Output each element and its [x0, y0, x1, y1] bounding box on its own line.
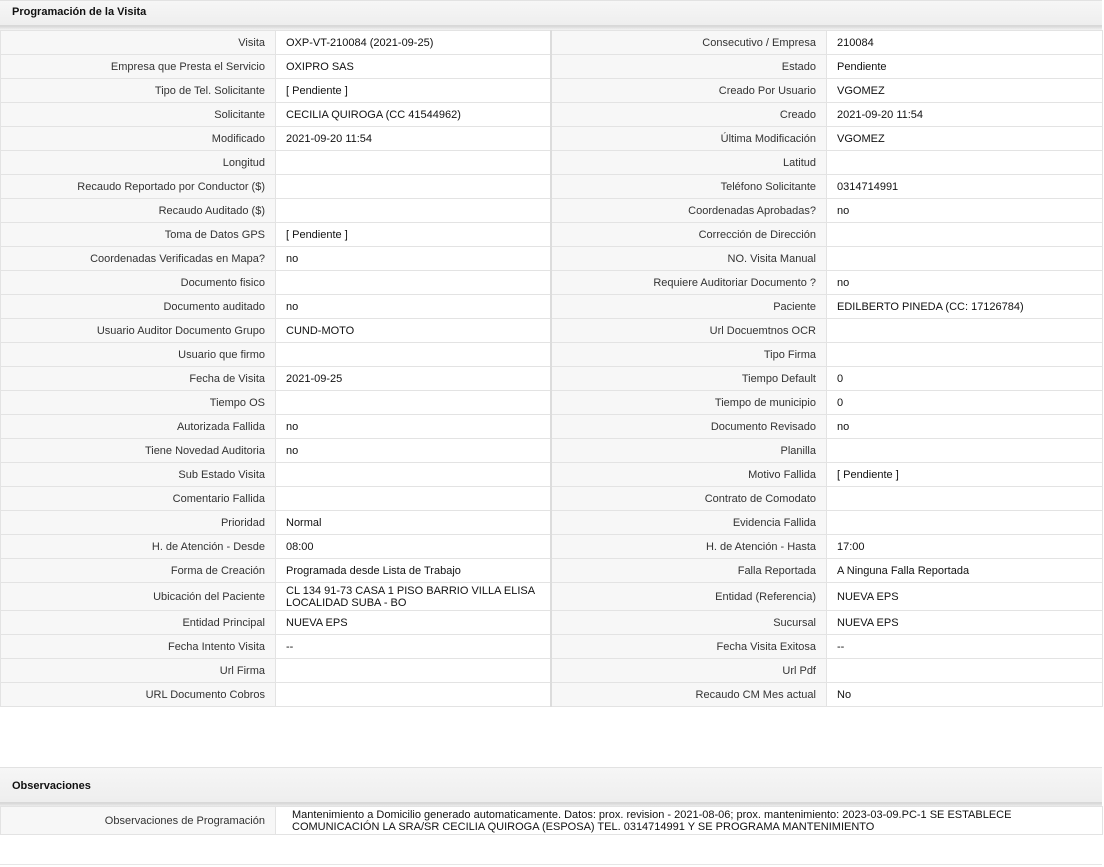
field-label: Usuario que firmo: [1, 343, 276, 367]
detail-row: [1, 487, 1103, 511]
field-value: [827, 487, 1103, 511]
field-label: Evidencia Fallida: [551, 511, 827, 535]
detail-row: [1, 127, 1103, 151]
detail-row: [1, 511, 1103, 535]
field-value: [276, 487, 551, 511]
field-value: 0: [827, 391, 1103, 415]
detail-row: [1, 247, 1103, 271]
field-value: Programada desde Lista de Trabajo: [276, 559, 551, 583]
detail-row: [1, 175, 1103, 199]
observaciones-label: Observaciones de Programación: [1, 807, 276, 835]
detail-row: [1, 463, 1103, 487]
detail-row: [1, 199, 1103, 223]
field-label: Latitud: [551, 151, 827, 175]
detail-row: [1, 31, 1103, 55]
detail-row: [1, 319, 1103, 343]
detail-row: [1, 343, 1103, 367]
field-label: Forma de Creación: [1, 559, 276, 583]
field-label: Longitud: [1, 151, 276, 175]
detail-row: [1, 55, 1103, 79]
detail-row: [1, 295, 1103, 319]
field-label: NO. Visita Manual: [551, 247, 827, 271]
field-label: Motivo Fallida: [551, 463, 827, 487]
field-label: Autorizada Fallida: [1, 415, 276, 439]
field-value: no: [827, 415, 1103, 439]
field-label: Requiere Auditoriar Documento ?: [551, 271, 827, 295]
field-label: Recaudo Auditado ($): [1, 199, 276, 223]
field-label: Fecha Visita Exitosa: [551, 635, 827, 659]
detail-row: [1, 79, 1103, 103]
detail-row: [1, 611, 1103, 635]
field-value: NUEVA EPS: [827, 583, 1103, 611]
field-label: Sub Estado Visita: [1, 463, 276, 487]
field-label: Documento auditado: [1, 295, 276, 319]
field-value: 17:00: [827, 535, 1103, 559]
field-label: Última Modificación: [551, 127, 827, 151]
field-label: Solicitante: [1, 103, 276, 127]
field-label: Sucursal: [551, 611, 827, 635]
field-value: [276, 151, 551, 175]
field-value: --: [827, 635, 1103, 659]
field-value: [827, 343, 1103, 367]
detail-row: [1, 103, 1103, 127]
field-label: Entidad (Referencia): [551, 583, 827, 611]
field-value: NUEVA EPS: [276, 611, 551, 635]
field-value: [276, 343, 551, 367]
divider: [0, 864, 1102, 865]
field-value: [276, 683, 551, 707]
field-value: CUND-MOTO: [276, 319, 551, 343]
field-label: Entidad Principal: [1, 611, 276, 635]
field-label: Coordenadas Aprobadas?: [551, 199, 827, 223]
field-value: [827, 319, 1103, 343]
field-value: [276, 463, 551, 487]
field-value: [ Pendiente ]: [276, 223, 551, 247]
field-value: CL 134 91-73 CASA 1 PISO BARRIO VILLA ELISA LOCALIDAD SUBA - BO: [276, 583, 551, 611]
field-value: VGOMEZ: [827, 127, 1103, 151]
field-value: 2021-09-20 11:54: [276, 127, 551, 151]
field-value: 0314714991: [827, 175, 1103, 199]
field-value: no: [276, 247, 551, 271]
field-value: 2021-09-20 11:54: [827, 103, 1103, 127]
field-label: Tipo de Tel. Solicitante: [1, 79, 276, 103]
field-value: [827, 511, 1103, 535]
field-label: Falla Reportada: [551, 559, 827, 583]
field-label: Corrección de Dirección: [551, 223, 827, 247]
field-label: Url Docuemtnos OCR: [551, 319, 827, 343]
field-value: no: [276, 295, 551, 319]
field-label: Tiempo de municipio: [551, 391, 827, 415]
field-value: [276, 175, 551, 199]
programacion-header: [0, 0, 1102, 26]
field-value: [ Pendiente ]: [827, 463, 1103, 487]
observaciones-value: Mantenimiento a Domicilio generado automaticamente. Datos: prox. revision - 2021-08-06; prox. mantenimiento: 2023-03-09.PC-1 SE ESTABLECE COMUNICACIÓN LA SRA/SR CECILIA QUIROGA (ESPOSA) TEL. 0314714991 Y SE PROGRAMA MANTENIMIENTO: [276, 807, 1103, 835]
field-label: Creado Por Usuario: [551, 79, 827, 103]
observaciones-header: [0, 767, 1102, 803]
field-value: No: [827, 683, 1103, 707]
field-label: Documento Revisado: [551, 415, 827, 439]
field-label: Documento fisico: [1, 271, 276, 295]
field-value: [ Pendiente ]: [276, 79, 551, 103]
field-value: no: [827, 199, 1103, 223]
field-value: no: [276, 415, 551, 439]
field-label: Ubicación del Paciente: [1, 583, 276, 611]
field-label: URL Documento Cobros: [1, 683, 276, 707]
field-value: OXIPRO SAS: [276, 55, 551, 79]
field-value: [276, 659, 551, 683]
field-value: A Ninguna Falla Reportada: [827, 559, 1103, 583]
detail-row: [1, 151, 1103, 175]
field-label: Usuario Auditor Documento Grupo: [1, 319, 276, 343]
detail-row: [1, 415, 1103, 439]
detail-row: [1, 271, 1103, 295]
field-value: [827, 223, 1103, 247]
field-label: Comentario Fallida: [1, 487, 276, 511]
field-label: Estado: [551, 55, 827, 79]
detail-row: [1, 683, 1103, 707]
detail-row: [1, 439, 1103, 463]
field-label: Contrato de Comodato: [551, 487, 827, 511]
visit-details-table: [0, 30, 1103, 707]
field-value: no: [827, 271, 1103, 295]
field-label: Creado: [551, 103, 827, 127]
field-value: OXP-VT-210084 (2021-09-25): [276, 31, 551, 55]
field-value: --: [276, 635, 551, 659]
observaciones-table: [0, 806, 1103, 835]
field-label: Fecha Intento Visita: [1, 635, 276, 659]
field-value: EDILBERTO PINEDA (CC: 17126784): [827, 295, 1103, 319]
field-value: [827, 659, 1103, 683]
field-value: 0: [827, 367, 1103, 391]
field-label: H. de Atención - Hasta: [551, 535, 827, 559]
field-label: Fecha de Visita: [1, 367, 276, 391]
detail-row: [1, 391, 1103, 415]
field-label: Url Firma: [1, 659, 276, 683]
field-label: Planilla: [551, 439, 827, 463]
field-label: H. de Atención - Desde: [1, 535, 276, 559]
field-label: Teléfono Solicitante: [551, 175, 827, 199]
detail-row: [1, 583, 1103, 611]
field-label: Tiempo Default: [551, 367, 827, 391]
observaciones-row: [1, 807, 1103, 835]
field-value: [827, 247, 1103, 271]
field-value: 08:00: [276, 535, 551, 559]
field-value: Pendiente: [827, 55, 1103, 79]
field-label: Paciente: [551, 295, 827, 319]
field-label: Modificado: [1, 127, 276, 151]
field-label: Empresa que Presta el Servicio: [1, 55, 276, 79]
field-label: Prioridad: [1, 511, 276, 535]
field-label: Recaudo Reportado por Conductor ($): [1, 175, 276, 199]
field-label: Consecutivo / Empresa: [551, 31, 827, 55]
field-label: Toma de Datos GPS: [1, 223, 276, 247]
field-label: Recaudo CM Mes actual: [551, 683, 827, 707]
field-value: [276, 391, 551, 415]
detail-row: [1, 635, 1103, 659]
field-label: Tipo Firma: [551, 343, 827, 367]
detail-row: [1, 223, 1103, 247]
field-value: Normal: [276, 511, 551, 535]
field-value: no: [276, 439, 551, 463]
detail-row: [1, 559, 1103, 583]
field-label: Coordenadas Verificadas en Mapa?: [1, 247, 276, 271]
field-value: CECILIA QUIROGA (CC 41544962): [276, 103, 551, 127]
field-value: NUEVA EPS: [827, 611, 1103, 635]
field-label: Tiene Novedad Auditoria: [1, 439, 276, 463]
detail-row: [1, 535, 1103, 559]
detail-row: [1, 659, 1103, 683]
programacion-title: Programación de la Visita: [12, 6, 147, 18]
detail-row: [1, 367, 1103, 391]
observaciones-title: Observaciones: [12, 780, 91, 792]
field-value: 2021-09-25: [276, 367, 551, 391]
field-value: [827, 151, 1103, 175]
field-label: Visita: [1, 31, 276, 55]
field-label: Url Pdf: [551, 659, 827, 683]
field-value: [276, 271, 551, 295]
field-value: [276, 199, 551, 223]
field-value: 210084: [827, 31, 1103, 55]
field-value: VGOMEZ: [827, 79, 1103, 103]
field-value: [827, 439, 1103, 463]
field-label: Tiempo OS: [1, 391, 276, 415]
